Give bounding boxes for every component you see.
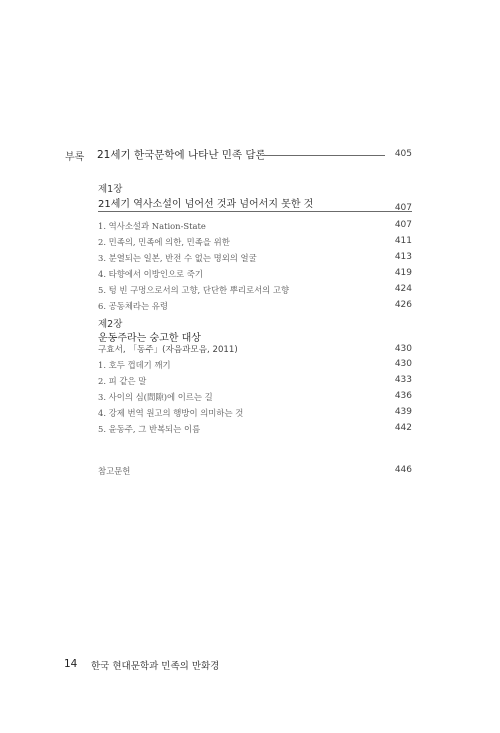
references-label: 참고문헌	[98, 466, 131, 476]
toc-item-text: 1. 역사소설과 Nation-State	[98, 221, 206, 231]
toc-item-text: 5. 텅 빈 구멍으로서의 고향, 단단한 뿌리로서의 고향	[98, 285, 290, 295]
footer-page-number: 14	[64, 658, 78, 670]
chapter1-title[interactable]: 21세기 역사소설이 넘어선 것과 넘어서지 못한 것	[98, 199, 314, 210]
chapter2-subtitle: 구효서, 「동주」(자음과모음, 2011)	[98, 345, 238, 355]
chapter2-title[interactable]: 운동주라는 숭고한 대상	[98, 333, 201, 344]
chapter2-number: 제2장	[98, 319, 123, 330]
toc-item-page: 411	[394, 236, 412, 246]
appendix-title[interactable]: 21세기 한국문학에 나타난 민족 담론	[97, 149, 266, 161]
toc-item-page: 407	[394, 220, 412, 230]
references-page: 446	[394, 465, 412, 475]
chapter1-item[interactable]	[98, 268, 412, 281]
toc-item-text: 5. 윤동주, 그 반복되는 이름	[98, 424, 201, 434]
chapter1-item[interactable]	[98, 284, 412, 297]
chapter2-item[interactable]	[98, 359, 412, 372]
appendix-label: 부록	[65, 152, 85, 163]
chapter1-item[interactable]	[98, 252, 412, 265]
chapter1-page: 407	[394, 203, 412, 213]
toc-item-page: 413	[394, 252, 412, 262]
chapter1-rule	[98, 211, 412, 212]
chapter1-item[interactable]	[98, 220, 412, 233]
appendix-page: 405	[394, 149, 412, 159]
chapter1-item[interactable]	[98, 300, 412, 313]
footer-book-title: 한국 현대문학과 민족의 만화경	[91, 661, 220, 672]
toc-item-page: 436	[394, 391, 412, 401]
chapter1-item[interactable]	[98, 236, 412, 249]
toc-item-page: 424	[394, 284, 412, 294]
toc-item-text: 3. 분열되는 일본, 반전 수 없는 명외의 얼굴	[98, 253, 257, 263]
toc-item-text: 3. 사이의 심(間隙)에 이르는 길	[98, 392, 213, 402]
toc-item-text: 4. 강제 번역 원고의 행방이 의미하는 것	[98, 408, 244, 418]
toc-item-page: 439	[394, 407, 412, 417]
toc-item-text: 1. 호두 껍데기 깨기	[98, 360, 171, 370]
chapter2-item[interactable]	[98, 391, 412, 404]
toc-item-page: 430	[394, 359, 412, 369]
references-entry[interactable]	[98, 465, 412, 478]
appendix-leader-rule	[262, 155, 385, 156]
toc-item-text: 6. 공동체라는 유령	[98, 301, 168, 311]
toc-item-page: 426	[394, 300, 412, 310]
chapter2-page: 430	[394, 344, 412, 354]
toc-item-page: 433	[394, 375, 412, 385]
toc-item-page: 419	[394, 268, 412, 278]
chapter2-item[interactable]	[98, 375, 412, 388]
toc-item-text: 2. 피 같은 말	[98, 376, 147, 386]
toc-item-text: 2. 민족의, 민족에 의한, 민족을 위한	[98, 237, 230, 247]
chapter2-item[interactable]	[98, 407, 412, 420]
toc-item-text: 4. 타향에서 이방인으로 죽기	[98, 269, 203, 279]
chapter2-item[interactable]	[98, 423, 412, 436]
toc-item-page: 442	[394, 423, 412, 433]
chapter1-number: 제1장	[98, 184, 123, 195]
